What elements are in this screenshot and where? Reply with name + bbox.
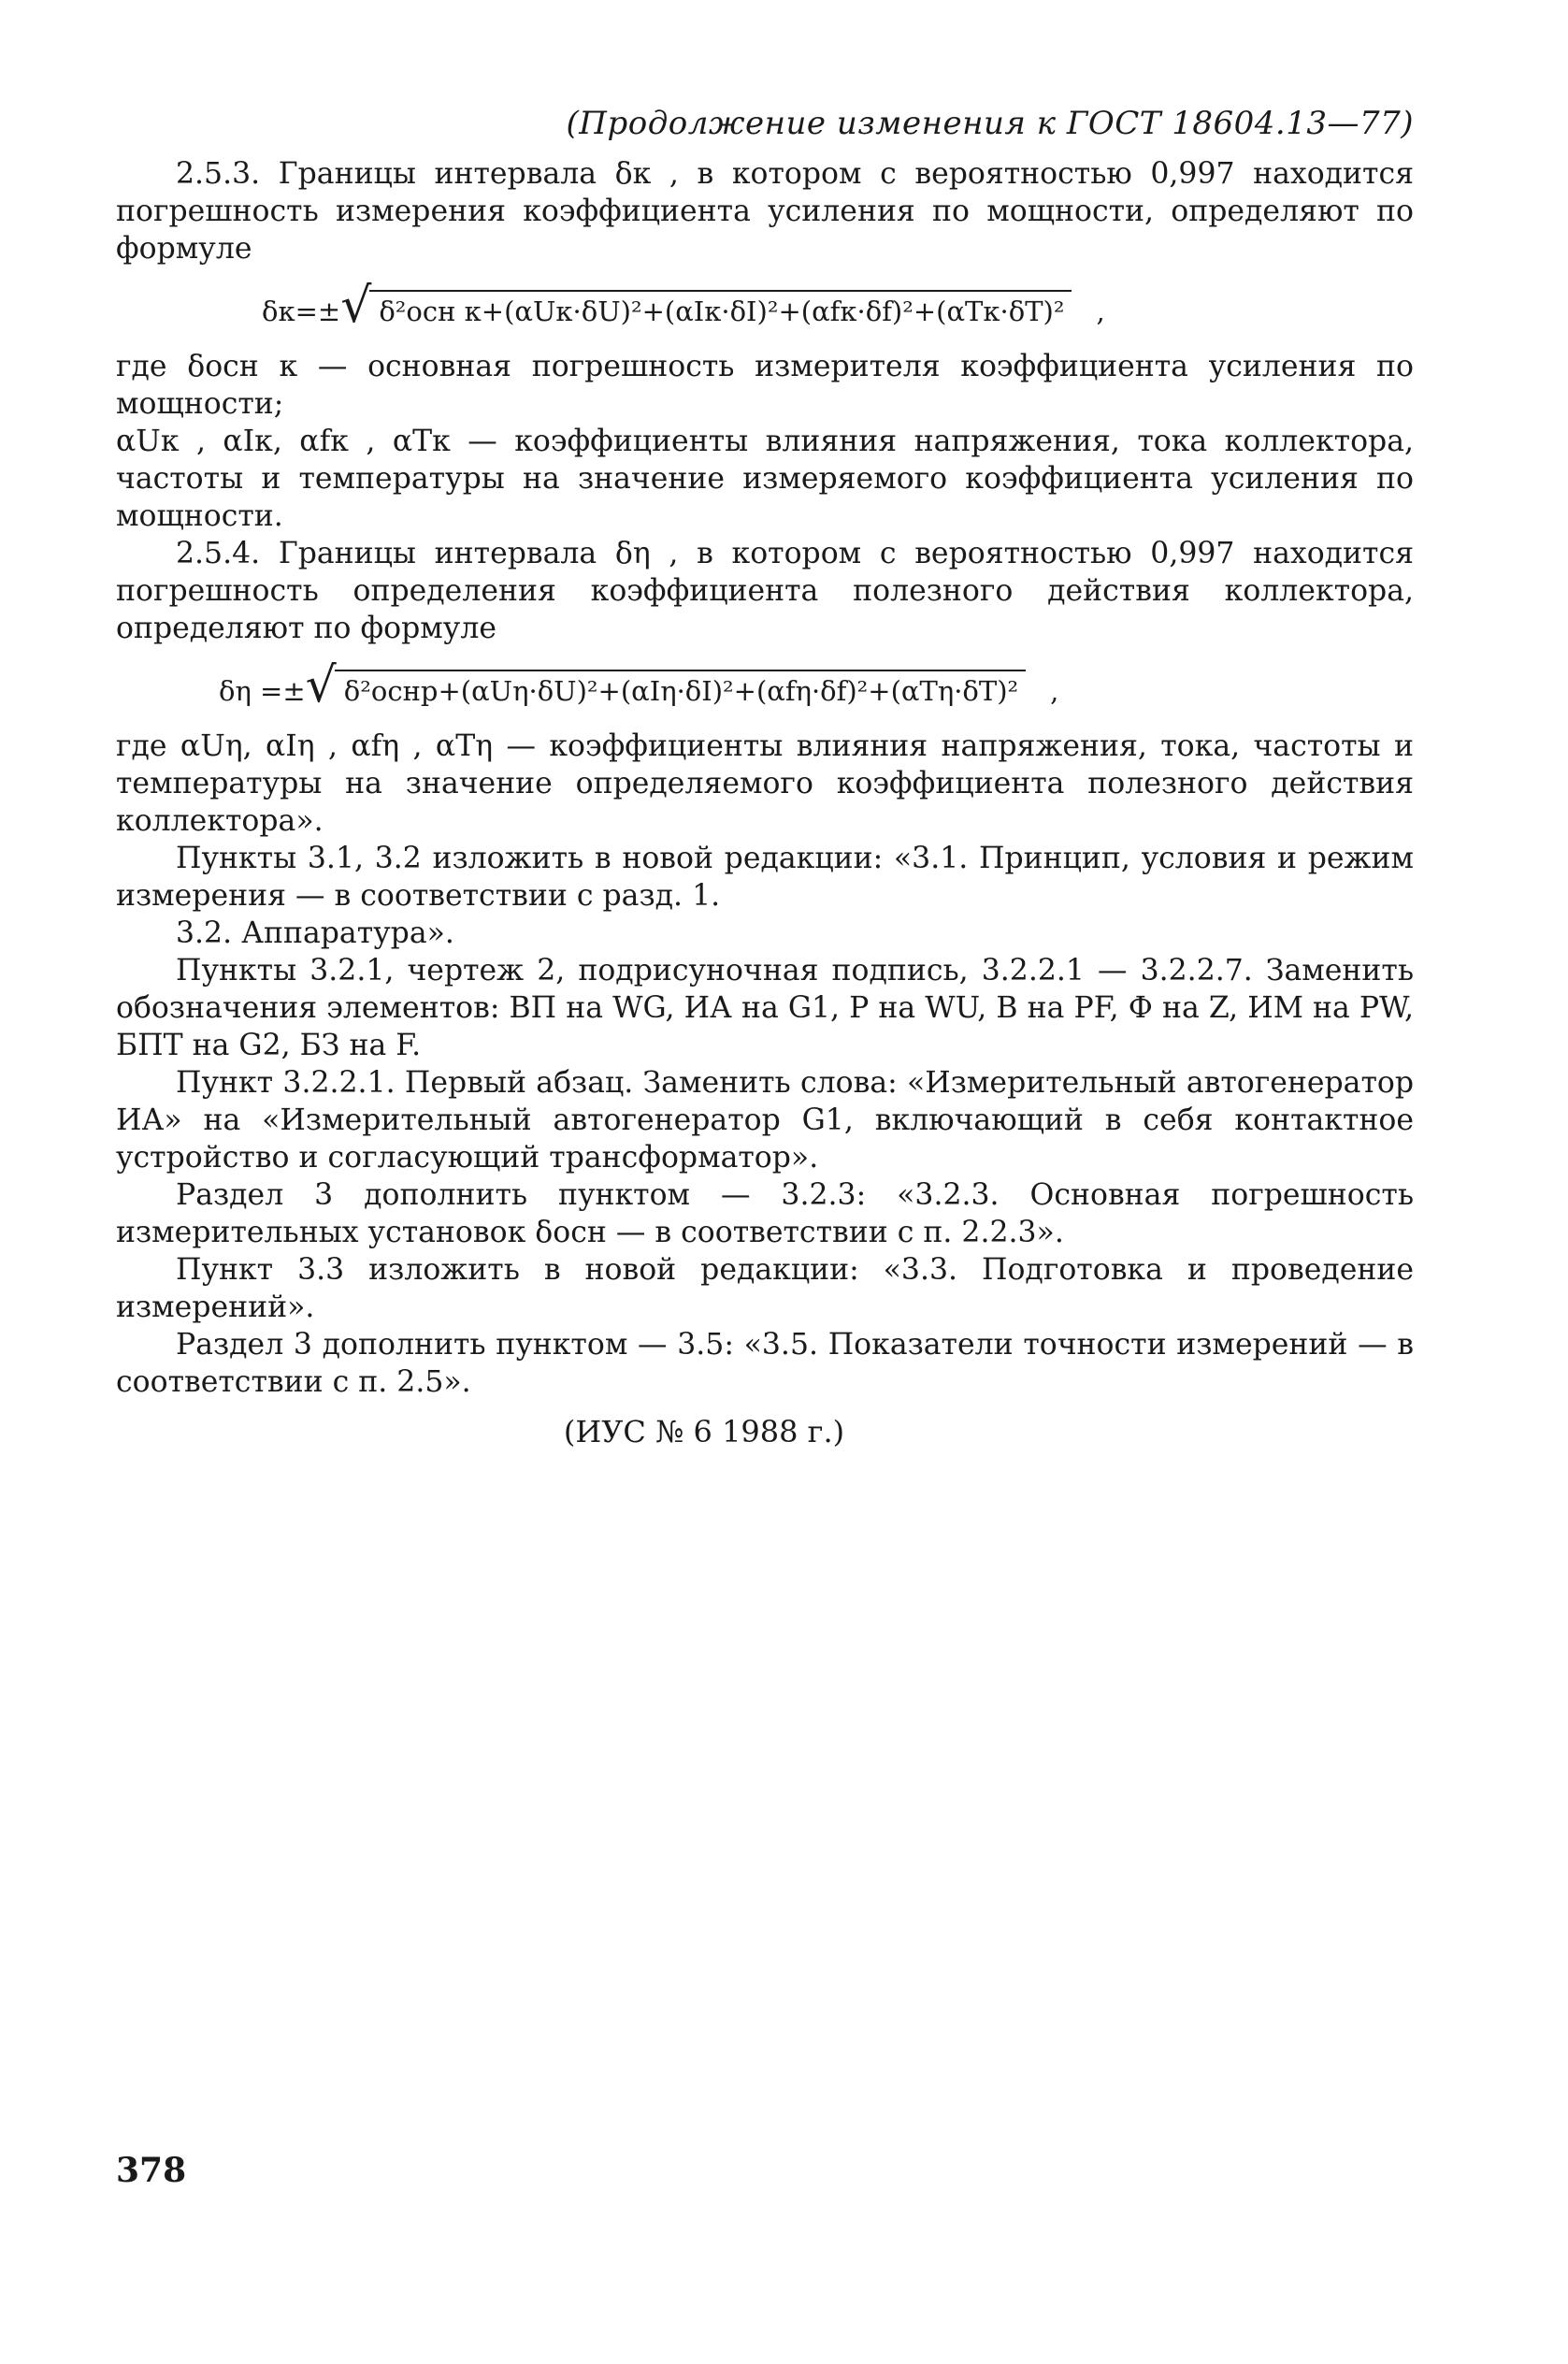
amendment-item: Раздел 3 дополнить пунктом — 3.2.3: «3.2.3. Основная погрешность измерительных установок δосн — в соответствии с п. 2.2.3». [116,1178,1414,1249]
paragraph-2-5-3: 2.5.3. Границы интервала δк , в котором с вероятностью 0,997 находится погрешность измерения коэффициента усиления по мощности, определяют по формуле [116,157,1414,266]
sqrt-icon: √ [305,657,337,714]
formula-delta-k [116,278,1414,334]
paragraph-coefficients-k: αUк , αIк, αfк , αTк — коэффициенты влияния напряжения, тока коллектора, частоты и температуры на значение измеряемого коэффициента усиления по мощности. [116,425,1414,533]
amendment-item: Пункты 3.2.1, чертеж 2, подрисуночная подпись, 3.2.2.1 — 3.2.2.7. Заменить обозначения элементов: ВП на WG, ИА на G1, Р на WU, В на PF, Ф на Z, ИМ на PW, БПТ на G2, БЗ на F. [116,954,1414,1062]
paragraph-2-5-4: 2.5.4. Границы интервала δη , в котором с вероятностью 0,997 находится погрешность определения коэффициента полезного действия коллектора, определяют по формуле [116,537,1414,645]
amendment-item: Раздел 3 дополнить пунктом — 3.5: «3.5. Показатели точности измерений — в соответствии с п. 2.5». [116,1328,1414,1399]
page-header: (Продолжение изменения к ГОСТ 18604.13—77) [566,105,1414,142]
amendment-item: Пункт 3.2.2.1. Первый абзац. Заменить слова: «Измерительный автогенератор ИА» на «Измерительный автогенератор G1, включающий в себя контактное устройство и согласующий трансформатор». [116,1066,1414,1175]
paragraph-where-eta: где αUη, αIη , αfη , αTη — коэффициенты влияния напряжения, тока, частоты и температуры на значение определяемого коэффициента полезного действия коллектора». [116,729,1414,838]
formula-comma: , [1050,675,1059,707]
formula-delta-eta [116,657,1414,714]
document-page [116,105,1414,1449]
formula-radicand: δ²оснр+(αUη·δU)²+(αIη·δI)²+(αfη·δf)²+(αTη·δT)² [335,670,1026,707]
amendment-item: Пункты 3.1, 3.2 изложить в новой редакции: «3.1. Принцип, условия и режим измерения — в соответствии с разд. 1. [116,842,1414,913]
ius-reference: (ИУС № 6 1988 г.) [563,1414,845,1449]
formula-lhs: δη =± [219,675,306,707]
amendment-item: Пункт 3.3 изложить в новой редакции: «3.3. Подготовка и проведение измерений». [116,1253,1414,1324]
formula-comma: , [1096,296,1105,327]
formula-radicand: δ²осн к+(αUк·δU)²+(αIк·δI)²+(αfк·δf)²+(αTк·δT)² [369,290,1072,327]
formula-lhs: δк=± [262,296,341,327]
sqrt-icon: √ [340,278,372,334]
amendment-item: 3.2. Аппаратура». [176,916,454,950]
paragraph-where-delta-k: где δосн к — основная погрешность измерителя коэффициента усиления по мощности; [116,350,1414,421]
page-number: 378 [116,2151,187,2190]
